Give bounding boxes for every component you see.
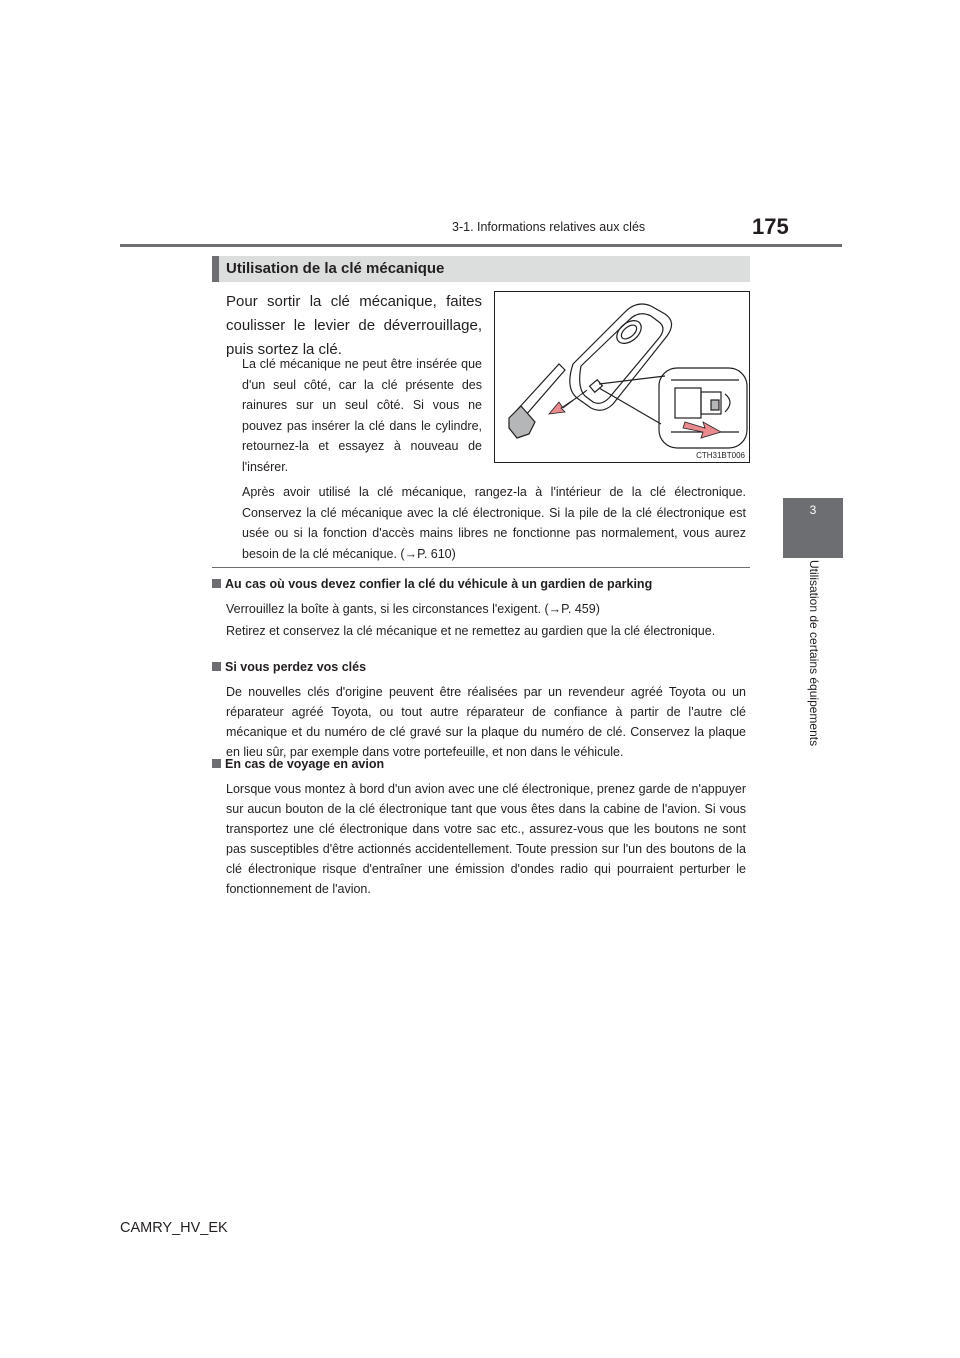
chapter-number: 3 [809,503,817,517]
note-title-text: En cas de voyage en avion [225,757,385,771]
mechanical-key-figure [494,291,750,463]
note-title-text: Si vous perdez vos clés [225,660,367,674]
key-illustration [495,292,750,463]
square-bullet-icon [212,579,221,588]
section-heading: Utilisation de la clé mécanique [226,260,445,277]
section-heading-accent [212,256,219,282]
after-use-paragraph: Après avoir utilisé la clé mécanique, rangez-la à l'intérieur de la clé électronique. Conservez la clé mécanique avec la clé électronique. Si la pile de la clé électronique est usée ou si la fonction d'accès mains libres ne fonctionne pas normalement, vous aurez besoin de la clé mécanique. (→P. 610) [242,485,746,561]
chapter-title: Utilisation de certains équipements [807,560,821,747]
page-number: 175 [752,214,789,239]
key-note-paragraph: La clé mécanique ne peut être insérée que d'un seul côté, car la clé présente des rainures sur un seul côté. Si vous ne pouvez pas insérer la clé dans le cylindre, retournez-la et essayez à nouveau de l'insérer. [242,357,482,474]
note-title-text: Au cas où vous devez confier la clé du véhicule à un gardien de parking [225,577,653,591]
model-code: CAMRY_HV_EK [120,1220,228,1236]
figure-code: CTH31BT006 [696,451,745,460]
note-title-lost-keys [212,660,366,674]
note-paragraph: Lorsque vous montez à bord d'un avion avec une clé électronique, prenez garde de n'appuyer sur aucun bouton de la clé électronique tant que vous êtes dans la cabine de l'avion. Si vous transportez une clé électronique dans votre sac etc., assurez-vous que les boutons ne sont pas susceptibles d'être actionnés accidentellement. Toute pression sur l'un des boutons de la clé électronique risque d'entraîner une émission d'ondes radio qui pourraient perturber le fonctionnement de l'avion. [226,782,746,896]
note-paragraph: Retirez et conservez la clé mécanique et ne remettez au gardien que la clé électronique. [226,624,716,638]
section-label: 3-1. Informations relatives aux clés [452,220,646,234]
note-paragraph: Verrouillez la boîte à gants, si les circonstances l'exigent. (→P. 459) [226,602,600,616]
note-title-air-travel [212,757,384,771]
note-title-parking [212,577,652,591]
intro-paragraph: Pour sortir la clé mécanique, faites coulisser le levier de déverrouillage, puis sortez la clé. [226,293,482,358]
header-rule [120,244,842,247]
note-paragraph: De nouvelles clés d'origine peuvent être réalisées par un revendeur agréé Toyota ou un réparateur agréé Toyota, ou tout autre réparateur de confiance à partir de l'autre clé mécanique et du numéro de clé gravé sur la plaque du numéro de clé. Conservez la plaque en lieu sûr, par exemple dans votre portefeuille, et non dans le véhicule. [226,685,746,759]
square-bullet-icon [212,759,221,768]
square-bullet-icon [212,662,221,671]
section-divider [212,567,750,568]
